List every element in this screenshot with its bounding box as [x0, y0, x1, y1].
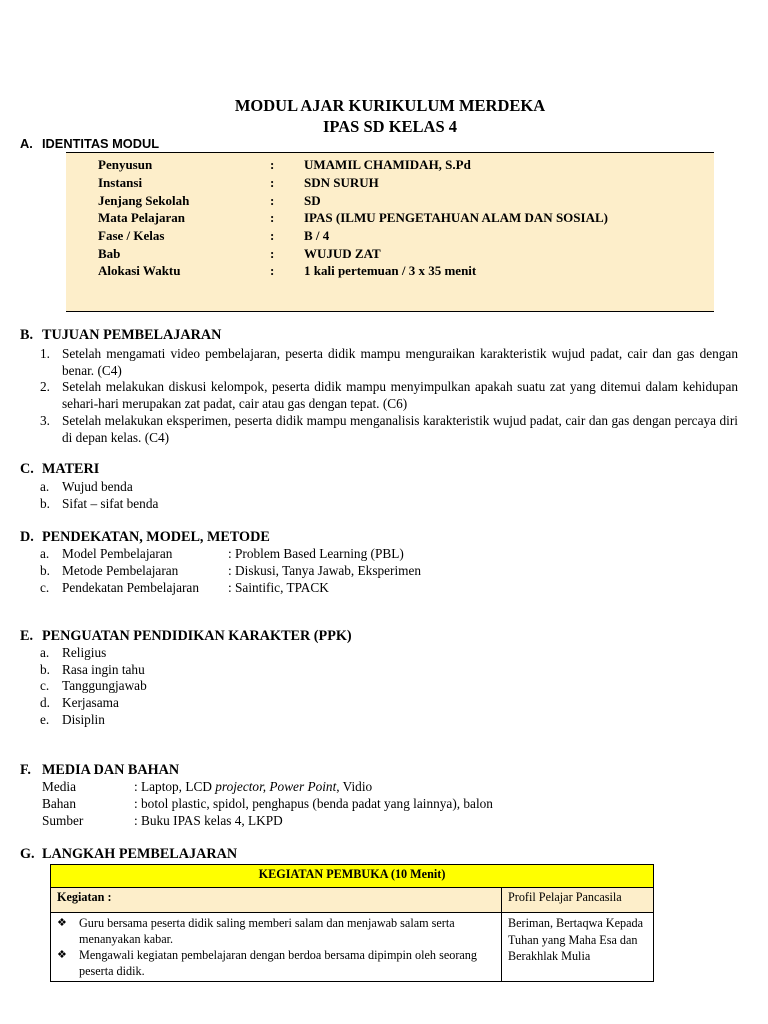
diamond-bullet-icon: ❖ [57, 949, 67, 961]
tujuan-item: Setelah mengamati video pembelajaran, peserta didik mampu menguraikan karakteristik wujud padat, cair dan gas dengan benar. (C4) [62, 346, 738, 378]
media-value: : Laptop, LCD projector, Power Point, Vidio [134, 779, 373, 794]
table-row [51, 913, 654, 982]
table-header-row [51, 865, 654, 888]
sumber-value: : Buku IPAS kelas 4, LKPD [134, 813, 283, 828]
bahan-row [42, 796, 493, 812]
document-title: MODUL AJAR KURIKULUM MERDEKA [234, 96, 546, 115]
table-subheader-row [51, 888, 654, 913]
identitas-box: Penyusun : UMAMIL CHAMIDAH, S.Pd Instansi : SDN SURUH Jenjang Sekolah : SD Mata Pelajaran : IPAS (ILMU PENGETAHUAN ALAM DAN SOSIAL) Fase / Kelas : B / 4 Bab : WUJUD ZAT Alokasi Waktu : 1 kali pertemuan / 3 x 35 menit [66, 152, 714, 312]
section-a-heading [20, 136, 159, 151]
media-row [42, 779, 373, 795]
section-f-heading: F. MEDIA DAN BAHAN [20, 762, 180, 778]
profil-cell: Beriman, Bertaqwa Kepada Tuhan yang Maha Esa dan Berakhlak Mulia [502, 913, 654, 982]
media-label: Media [42, 779, 76, 794]
tujuan-number: 3. [40, 413, 50, 428]
langkah-table [50, 864, 654, 982]
list-item: ❖ Guru bersama peserta didik saling memberi salam dan menjawab salam serta menanyakan kabar. [57, 916, 455, 946]
bahan-value: : botol plastic, spidol, penghapus (benda padat yang lainnya), balon [134, 796, 493, 811]
sumber-row [42, 813, 283, 829]
tujuan-number: 2. [40, 379, 50, 394]
section-title: IDENTITAS MODUL [42, 136, 160, 151]
document-subtitle: IPAS SD KELAS 4 [322, 117, 458, 136]
sumber-label: Sumber [42, 813, 84, 828]
bahan-label: Bahan [42, 796, 76, 811]
table-header: KEGIATAN PEMBUKA (10 Menit) [51, 865, 654, 888]
section-e-heading: E. PENGUATAN PENDIDIKAN KARAKTER (PPK) [20, 628, 352, 644]
section-c-heading: C. MATERI [20, 461, 100, 477]
col-profil-header: Profil Pelajar Pancasila [502, 888, 654, 913]
kegiatan-cell [51, 913, 502, 982]
section-letter: A. [20, 136, 33, 151]
tujuan-item: Setelah melakukan diskusi kelompok, peserta didik mampu menyimpulkan apakah suatu zat yang ditemui dalam kehidupan sehari-hari merupakan zat padat, cair atau gas dengan tepat. (C6) [62, 379, 738, 411]
col-kegiatan-header: Kegiatan : [51, 888, 502, 913]
tujuan-item: Setelah melakukan eksperimen, peserta didik mampu menganalisis karakteristik wujud padat, cair dan gas dengan percaya diri di depan kelas. (C4) [62, 413, 738, 445]
section-g-heading: G. LANGKAH PEMBELAJARAN [20, 846, 238, 862]
section-d-heading: D. PENDEKATAN, MODEL, METODE [20, 529, 270, 545]
list-item: ❖ Mengawali kegiatan pembelajaran dengan berdoa bersama dipimpin oleh seorang peserta didik. [57, 948, 477, 978]
diamond-bullet-icon: ❖ [57, 917, 67, 929]
tujuan-number: 1. [40, 346, 50, 361]
section-b-heading: B. TUJUAN PEMBELAJARAN [20, 327, 222, 343]
